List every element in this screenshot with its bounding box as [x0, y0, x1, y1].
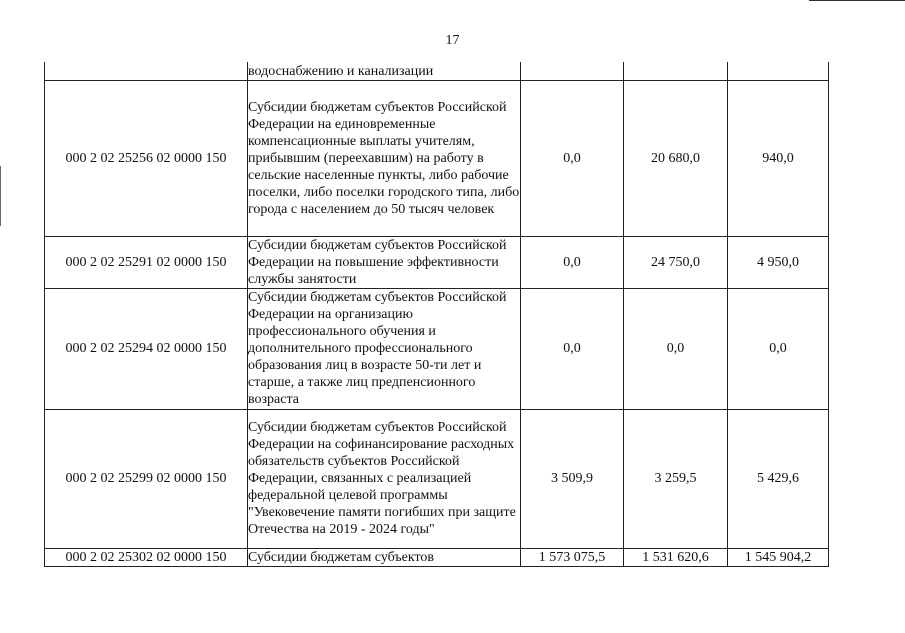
budget-code-cell: 000 2 02 25256 02 0000 150 — [45, 80, 248, 236]
scan-edge-mark-left — [0, 166, 1, 226]
value-year-3-cell: 5 429,6 — [728, 409, 829, 548]
value-year-1-cell: 1 573 075,5 — [521, 548, 624, 566]
description-cell: Субсидии бюджетам субъектов Российской Федерации на организацию профессионального обучения и дополнительного профессионального образования лиц в возрасте 50-ти лет и старше, а также лиц предпенсионного возраста — [248, 288, 521, 409]
budget-code-cell: 000 2 02 25302 02 0000 150 — [45, 548, 248, 566]
table-row — [45, 548, 829, 566]
value-year-1-cell — [521, 62, 624, 80]
description-cell: Субсидии бюджетам субъектов Российской Федерации на повышение эффективности службы занятости — [248, 236, 521, 288]
value-year-3-cell: 1 545 904,2 — [728, 548, 829, 566]
value-year-2-cell: 0,0 — [624, 288, 728, 409]
value-year-3-cell: 4 950,0 — [728, 236, 829, 288]
budget-code-cell: 000 2 02 25291 02 0000 150 — [45, 236, 248, 288]
table-row — [45, 409, 829, 548]
value-year-1-cell: 3 509,9 — [521, 409, 624, 548]
value-year-1-cell: 0,0 — [521, 80, 624, 236]
value-year-2-cell: 24 750,0 — [624, 236, 728, 288]
value-year-2-cell — [624, 62, 728, 80]
value-year-2-cell: 20 680,0 — [624, 80, 728, 236]
table-row — [45, 62, 829, 80]
value-year-1-cell: 0,0 — [521, 288, 624, 409]
budget-revenue-table — [44, 62, 829, 567]
value-year-2-cell: 3 259,5 — [624, 409, 728, 548]
table-row — [45, 236, 829, 288]
table-row — [45, 80, 829, 236]
value-year-2-cell: 1 531 620,6 — [624, 548, 728, 566]
page-number: 17 — [445, 33, 460, 48]
value-year-3-cell — [728, 62, 829, 80]
budget-code-cell — [45, 62, 248, 80]
description-cell: Субсидии бюджетам субъектов — [248, 548, 521, 566]
value-year-3-cell: 0,0 — [728, 288, 829, 409]
budget-code-cell: 000 2 02 25294 02 0000 150 — [45, 288, 248, 409]
table-row — [45, 288, 829, 409]
value-year-3-cell: 940,0 — [728, 80, 829, 236]
scan-edge-mark — [809, 0, 905, 1]
budget-code-cell: 000 2 02 25299 02 0000 150 — [45, 409, 248, 548]
description-cell: Субсидии бюджетам субъектов Российской Федерации на софинансирование расходных обязательств субъектов Российской Федерации, связанных с реализацией федеральной целевой программы "Увековечение памяти погибших при защите Отечества на 2019 - 2024 годы" — [248, 409, 521, 548]
description-cell: Субсидии бюджетам субъектов Российской Федерации на единовременные компенсационные выплаты учителям, прибывшим (переехавшим) на работу в сельские населенные пункты, либо рабочие поселки, либо поселки городского типа, либо города с населением до 50 тысяч человек — [248, 80, 521, 236]
description-cell: водоснабжению и канализации — [248, 62, 521, 80]
value-year-1-cell: 0,0 — [521, 236, 624, 288]
